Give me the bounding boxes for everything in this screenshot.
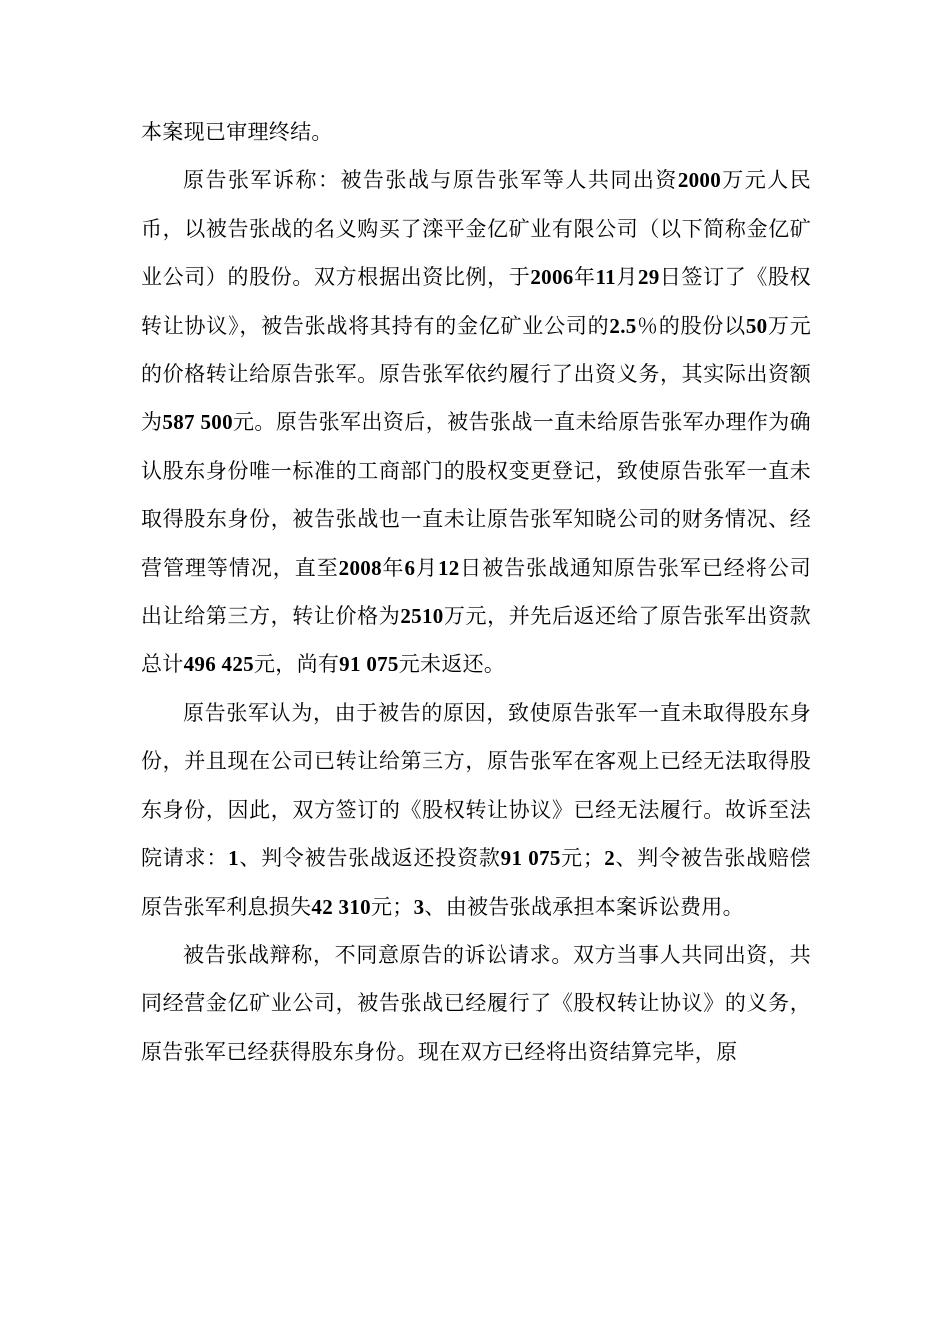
text-run: ％的股份以: [636, 313, 746, 338]
text-run: 月: [615, 265, 638, 290]
bold-number: 3: [413, 894, 425, 919]
text-run: 原告张军诉称：被告张战与原告张军等人共同出资: [183, 168, 678, 193]
bold-number: 587 500: [162, 410, 233, 435]
text-run: 、由被告张战承担本案诉讼费用。: [424, 894, 744, 919]
text-run: 万元的价格转让给原告张军。原告张军依约履行了出资义务，其实际出资额为: [141, 313, 812, 435]
text-run: 、判令被告张战赔偿原告张军利息损失: [141, 846, 811, 919]
bold-number: 2008: [338, 555, 382, 580]
text-run: 元；: [560, 846, 605, 871]
bold-number: 2: [604, 846, 616, 871]
bold-number: 42 310: [311, 894, 371, 919]
bold-number: 2.5: [609, 313, 637, 338]
bold-number: 91 075: [339, 652, 399, 677]
bold-number: 12: [437, 555, 460, 580]
bold-number: 29: [637, 265, 660, 290]
text-run: 月: [415, 555, 438, 580]
text-run: 元。原告张军出资后，被告张战一直未给原告张军办理作为确认股东身份唯一标准的工商部门的股权变更登记，致使原告张军一直未取得股东身份，被告张战也一直未让原告张军知晓公司的财务情况、经营管理等情况，直至: [141, 410, 811, 580]
paragraph-plaintiff-claim: [141, 156, 811, 688]
text-run: 万元人民币，以被告张战的名义购买了滦平金亿矿业有限公司（以下简称金亿矿业公司）的股份。双方根据出资比例，于: [141, 168, 811, 290]
bold-number: 496 425: [183, 652, 254, 677]
paragraph-case-concluded: [141, 108, 811, 156]
bold-number: 2006: [530, 265, 574, 290]
text-run: 元，尚有: [253, 652, 340, 677]
paragraph-plaintiff-request: [141, 689, 811, 931]
text-run: 万元，并先后返还给了原告张军出资款总计: [141, 604, 811, 677]
bold-number: 6: [404, 555, 416, 580]
bold-number: 2000: [677, 168, 722, 193]
paragraph-defendant-reply: [141, 931, 811, 1076]
bold-number: 2510: [400, 604, 444, 629]
bold-number: 50: [745, 313, 768, 338]
bold-number: 1: [228, 846, 239, 871]
text-run: 被告张战辩称，不同意原告的诉讼请求。双方当事人共同出资，共同经营金亿矿业公司，被告张战已经履行了《股权转让协议》的义务，原告张军已经获得股东身份。现在双方已经将出资结算完毕，原: [141, 942, 811, 1064]
text-run: 元；: [370, 894, 414, 919]
text-run: 年: [381, 555, 405, 580]
text-run: 日被告张战通知原告张军已经将公司出让给第三方，转让价格为: [141, 555, 811, 629]
text-run: 元未返还。: [398, 652, 506, 677]
text-run: 年: [573, 265, 596, 290]
text-run: 、判令被告张战返还投资款: [238, 846, 501, 871]
bold-number: 91 075: [500, 846, 561, 871]
text-run: 原告张军认为，由于被告的原因，致使原告张军一直未取得股东身份，并且现在公司已转让给第三方，原告张军在客观上已经无法取得股东身份，因此，双方签订的《股权转让协议》已经无法履行。故诉至法院请求：: [141, 700, 811, 871]
bold-number: 11: [595, 265, 616, 290]
document-body: [141, 108, 811, 1076]
text-run: 本案现已审理终结。: [141, 120, 333, 144]
text-run: 日签订了《股权转让协议》，被告张战将其持有的金亿矿业公司的: [141, 265, 811, 338]
